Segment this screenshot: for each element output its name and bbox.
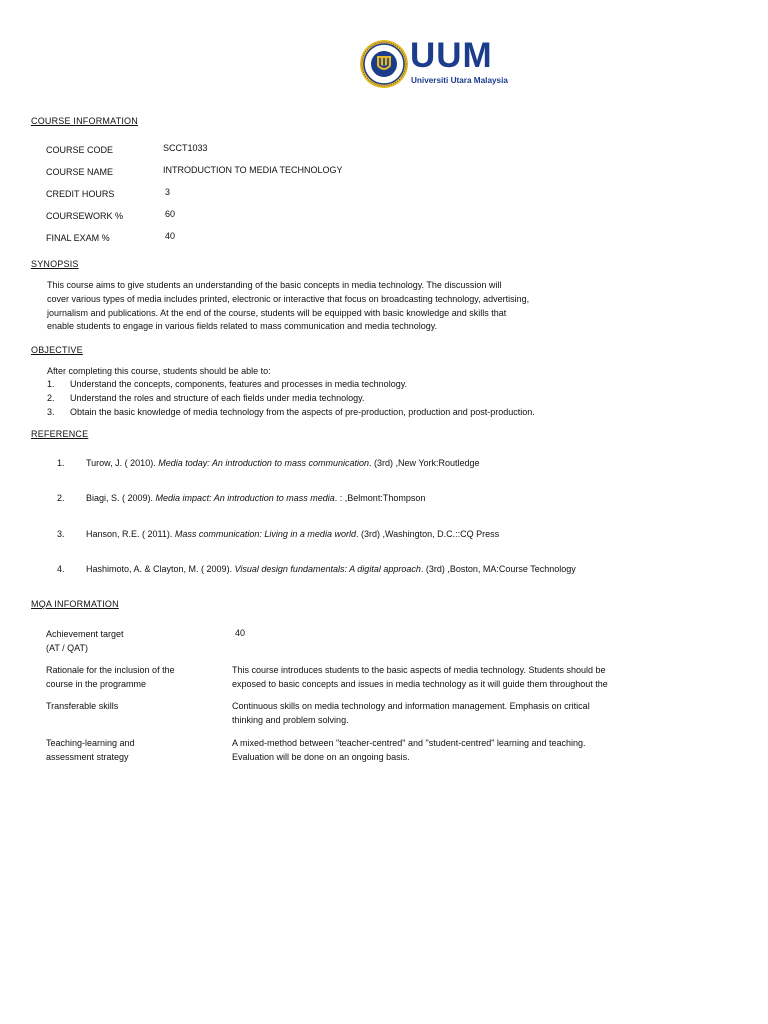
- synopsis-heading: SYNOPSIS: [31, 259, 79, 269]
- reference-publisher: . (3rd) ,Boston, MA:Course Technology: [420, 564, 576, 574]
- objective-heading: OBJECTIVE: [31, 345, 83, 355]
- reference-title: Visual design fundamentals: A digital approach: [234, 564, 421, 574]
- objective-num: 2.: [47, 393, 55, 403]
- mqa-label-line: (AT / QAT): [46, 642, 88, 653]
- reference-publisher: . (3rd) ,New York:Routledge: [368, 458, 480, 468]
- final-exam-label: FINAL EXAM %: [46, 233, 110, 243]
- synopsis-line: cover various types of media includes printed, electronic or interactive that focus on broadcasting technology, advertising,: [47, 293, 530, 304]
- mqa-value-line: Continuous skills on media technology and information management. Emphasis on critical: [232, 701, 590, 711]
- reference-author: Hashimoto, A. & Clayton, M. ( 2009).: [86, 564, 235, 574]
- reference-heading: REFERENCE: [31, 429, 89, 439]
- mqa-label-line: Teaching-learning and: [46, 738, 135, 748]
- course-name-label: COURSE NAME: [46, 167, 114, 177]
- course-name-value: INTRODUCTION TO MEDIA TECHNOLOGY: [163, 165, 343, 175]
- mqa-value-line: This course introduces students to the basic aspects of media technology. Students should be: [232, 665, 606, 675]
- mqa-value: [232, 700, 590, 728]
- reference-item: [86, 493, 425, 503]
- reference-publisher: . : ,Belmont:Thompson: [334, 493, 426, 503]
- credit-hours-value: 3: [165, 187, 171, 197]
- mqa-value-line: A mixed-method between "teacher-centred" and "student-centred" learning and teaching.: [232, 738, 586, 748]
- reference-title: Media today: An introduction to mass communication: [158, 458, 369, 468]
- reference-num: 4.: [57, 564, 65, 574]
- mqa-label-line: Rationale for the inclusion of the: [46, 665, 175, 675]
- mqa-label: [46, 628, 124, 656]
- mqa-label: [46, 737, 135, 765]
- reference-author: Biagi, S. ( 2009).: [86, 493, 156, 503]
- synopsis-text: [47, 279, 529, 334]
- reference-num: 3.: [57, 529, 65, 539]
- mqa-value-line: 40: [235, 628, 246, 638]
- mqa-label-line: assessment strategy: [46, 751, 129, 762]
- reference-num: 2.: [57, 493, 65, 503]
- reference-item: [86, 458, 480, 468]
- mqa-value: [235, 627, 245, 641]
- course-code-value: SCCT1033: [163, 143, 208, 153]
- mqa-label: [46, 700, 118, 714]
- reference-author: Turow, J. ( 2010).: [86, 458, 159, 468]
- synopsis-line: This course aims to give students an understanding of the basic concepts in media technology. The discussion will: [47, 280, 502, 290]
- uum-logo: [358, 36, 528, 92]
- reference-publisher: . (3rd) ,Washington, D.C.::CQ Press: [355, 529, 500, 539]
- objective-item: Obtain the basic knowledge of media technology from the aspects of pre-production, production and post-production.: [70, 407, 535, 417]
- mqa-value-line: Evaluation will be done on an ongoing basis.: [232, 751, 410, 762]
- course-code-label: COURSE CODE: [46, 145, 114, 155]
- mqa-value: [232, 737, 586, 765]
- mqa-label: [46, 664, 175, 692]
- objective-num: 3.: [47, 407, 55, 417]
- objective-num: 1.: [47, 379, 55, 389]
- objective-item: Understand the concepts, components, features and processes in media technology.: [70, 379, 408, 389]
- coursework-value: 60: [165, 209, 176, 219]
- reference-num: 1.: [57, 458, 65, 468]
- mqa-label-line: course in the programme: [46, 678, 147, 689]
- objective-intro: After completing this course, students should be able to:: [47, 366, 271, 376]
- coursework-label: COURSEWORK %: [46, 211, 124, 221]
- synopsis-line: enable students to engage in various fields related to mass communication and media technology.: [47, 321, 438, 332]
- mqa-value-line: thinking and problem solving.: [232, 714, 349, 725]
- mqa-value: [232, 664, 608, 692]
- reference-title: Mass communication: Living in a media world: [174, 529, 356, 539]
- synopsis-line: journalism and publications. At the end of the course, students will be equipped with basic knowledge and skills that: [47, 307, 507, 318]
- mqa-value-line: exposed to basic concepts and issues in media technology as it will guide them throughout the: [232, 678, 608, 689]
- reference-item: [86, 564, 576, 574]
- credit-hours-label: CREDIT HOURS: [46, 189, 115, 199]
- course-info-heading: COURSE INFORMATION: [31, 116, 138, 126]
- mqa-label-line: Transferable skills: [46, 701, 119, 711]
- mqa-heading: MQA INFORMATION: [31, 599, 119, 609]
- mqa-label-line: Achievement target: [46, 629, 124, 639]
- uum-seal-icon: [358, 36, 410, 92]
- reference-title: Media impact: An introduction to mass media: [155, 493, 335, 503]
- logo-subtitle: Universiti Utara Malaysia: [411, 76, 508, 85]
- reference-item: [86, 529, 499, 539]
- final-exam-value: 40: [165, 231, 176, 241]
- logo-text: UUM: [410, 36, 493, 75]
- objective-item: Understand the roles and structure of each fields under media technology.: [70, 393, 365, 403]
- reference-author: Hanson, R.E. ( 2011).: [86, 529, 175, 539]
